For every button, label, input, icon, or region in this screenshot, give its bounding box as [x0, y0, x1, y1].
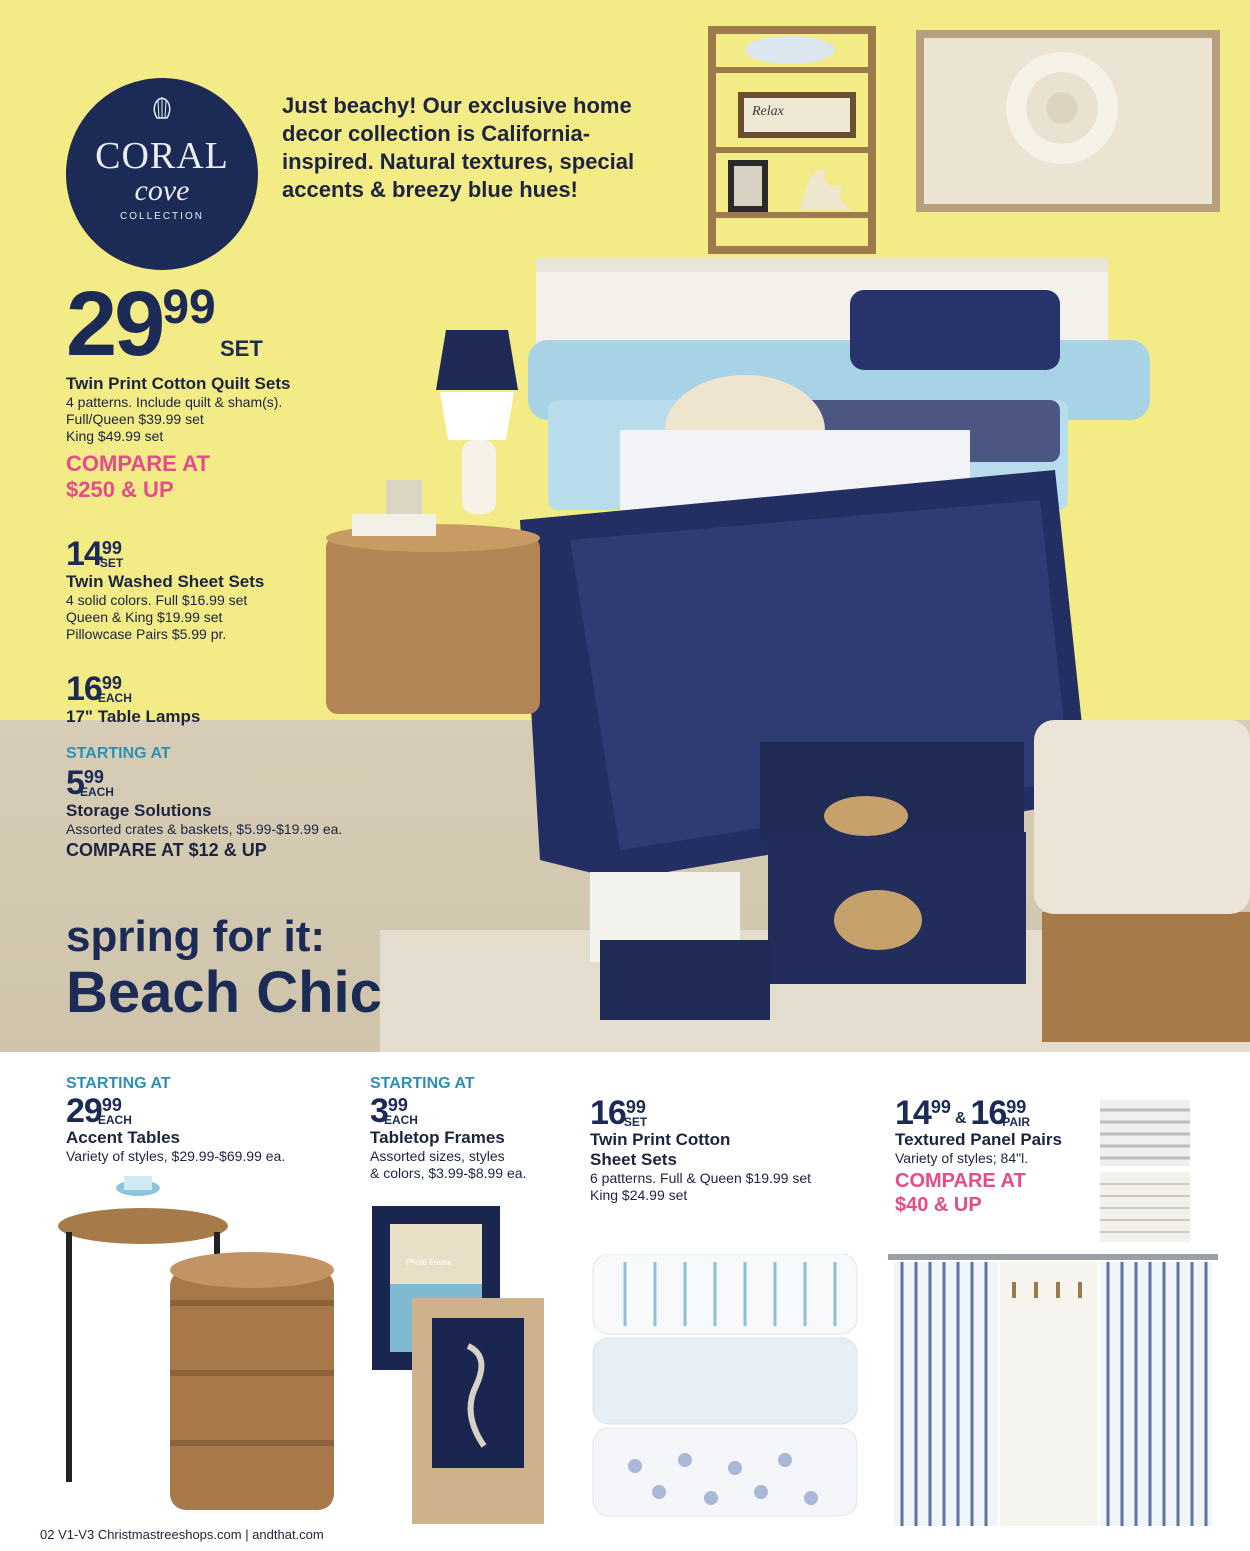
storage-price-dollars: 5 [66, 764, 84, 802]
sheets-price-dollars: 14 [66, 535, 102, 573]
panels-detail: Variety of styles; 84"l. [895, 1150, 1029, 1166]
coral-cove-logo [66, 78, 258, 270]
quilt-detail: Full/Queen $39.99 set [66, 411, 204, 427]
logo-line-cove: cove [134, 174, 190, 207]
lamps-title: 17" Table Lamps [66, 707, 201, 726]
panels-price-unit: PAIR [1002, 1115, 1031, 1129]
panels-price1-dollars: 14 [895, 1094, 931, 1132]
headline [66, 912, 382, 1024]
sheets-detail: Pillowcase Pairs $5.99 pr. [66, 626, 227, 642]
panels-title: Textured Panel Pairs [895, 1130, 1062, 1149]
panels-price2-cents: 99 [1006, 1097, 1027, 1117]
frames-svg [372, 1206, 552, 1526]
panels-price-amp: & [954, 1110, 967, 1127]
intro-text: Just beachy! Our exclusive home decor collection is California-inspired. Natural textures, special accents & breezy blue hues! [282, 93, 635, 202]
cotton-sheets-price [590, 1096, 647, 1130]
white-boxes [590, 872, 770, 1020]
fabric-swatches-illustration [1100, 1100, 1190, 1250]
quilt-detail: 4 patterns. Include quilt & sham(s). [66, 394, 283, 410]
storage-compare: COMPARE AT $12 & UP [66, 840, 267, 860]
curtain-panels-illustration [888, 1254, 1218, 1526]
quilt-price [66, 273, 263, 375]
quilt-title: Twin Print Cotton Quilt Sets [66, 374, 291, 393]
quilt-compare-value: $250 & UP [66, 477, 174, 502]
storage-detail: Assorted crates & baskets, $5.99-$19.99 ea. [66, 821, 343, 837]
cotton-sheets-title: Twin Print Cotton Sheet Sets [590, 1130, 731, 1169]
frames-detail: & colors, $3.99-$8.99 ea. [370, 1165, 527, 1181]
storage-price-cents: 99 [83, 767, 104, 787]
frames-detail: Assorted sizes, styles [370, 1148, 505, 1164]
lamps-price [66, 672, 132, 706]
frames-price [370, 1094, 418, 1128]
panels-price1-cents: 99 [930, 1097, 951, 1117]
cotton-sheets-detail: 6 patterns. Full & Queen $19.99 set [590, 1170, 812, 1186]
accent-tables-illustration [58, 1170, 358, 1520]
navy-storage-baskets [760, 742, 1026, 984]
panels-compare-value: $40 & UP [895, 1194, 982, 1216]
frames-price-cents: 99 [387, 1095, 408, 1115]
quilt-price-cents: 99 [162, 281, 216, 334]
lamps-price-cents: 99 [101, 673, 122, 693]
folded-sheets-illustration [585, 1254, 865, 1524]
photo-frame-label: Photo Frame [406, 1258, 453, 1267]
headline-line2: Beach Chic [66, 960, 382, 1025]
storage-starting: STARTING AT [66, 745, 171, 762]
storage-price-unit: EACH [79, 785, 114, 799]
frames-starting: STARTING AT [370, 1075, 475, 1092]
sheets-info [66, 572, 326, 643]
logo-line-coral: CORAL [95, 135, 229, 177]
frames-price-dollars: 3 [370, 1092, 388, 1130]
headline-line1: spring for it: [66, 912, 326, 961]
cotton-sheets-detail: King $24.99 set [590, 1187, 688, 1203]
quilt-price-dollars: 29 [66, 273, 163, 375]
storage-price [66, 766, 114, 800]
seashell-icon [149, 96, 175, 122]
panels-compare: COMPARE AT [895, 1170, 1026, 1192]
tables-detail: Variety of styles, $29.99-$69.99 ea. [66, 1148, 286, 1164]
panels-price [895, 1096, 1030, 1130]
frames-title: Tabletop Frames [370, 1128, 505, 1147]
frames-info [370, 1128, 590, 1182]
relax-sign-text: Relax [752, 104, 784, 119]
quilt-detail: King $49.99 set [66, 428, 164, 444]
panels-info [895, 1130, 1095, 1217]
frames-illustration [372, 1206, 552, 1526]
shell-wall-art [916, 30, 1220, 212]
frames-price-unit: EACH [383, 1113, 418, 1127]
quilt-price-unit: SET [220, 336, 263, 361]
quilt-compare: COMPARE AT [66, 451, 210, 476]
cotton-sheets-price-cents: 99 [625, 1097, 646, 1117]
tables-price-unit: EACH [97, 1113, 132, 1127]
sheets-detail: 4 solid colors. Full $16.99 set [66, 592, 248, 608]
quilt-info [66, 374, 366, 503]
wicker-basket [1034, 720, 1250, 1042]
sheets-price-cents: 99 [101, 538, 122, 558]
wall-shelf [712, 30, 872, 250]
tables-price-dollars: 29 [66, 1092, 102, 1130]
cotton-sheets-info [590, 1130, 870, 1204]
cotton-sheets-price-unit: SET [623, 1115, 648, 1129]
storage-info [66, 801, 386, 862]
storage-title: Storage Solutions [66, 801, 212, 820]
tables-starting: STARTING AT [66, 1075, 171, 1092]
tables-title: Accent Tables [66, 1128, 181, 1147]
panels-price2-dollars: 16 [970, 1094, 1007, 1132]
tables-price-cents: 99 [101, 1095, 122, 1115]
tables-price [66, 1094, 132, 1128]
cotton-sheets-price-dollars: 16 [590, 1094, 626, 1132]
tables-info [66, 1128, 346, 1165]
sheets-detail: Queen & King $19.99 set [66, 609, 223, 625]
sheets-title: Twin Washed Sheet Sets [66, 572, 265, 591]
lamps-price-dollars: 16 [66, 670, 102, 708]
sheets-price [66, 537, 123, 571]
logo-line-collection: COLLECTION [120, 211, 204, 222]
lamps-price-unit: EACH [97, 691, 132, 705]
page-footer: 02 V1-V3 Christmastreeshops.com | andthat.com [40, 1527, 324, 1542]
sheets-price-unit: SET [99, 556, 124, 570]
